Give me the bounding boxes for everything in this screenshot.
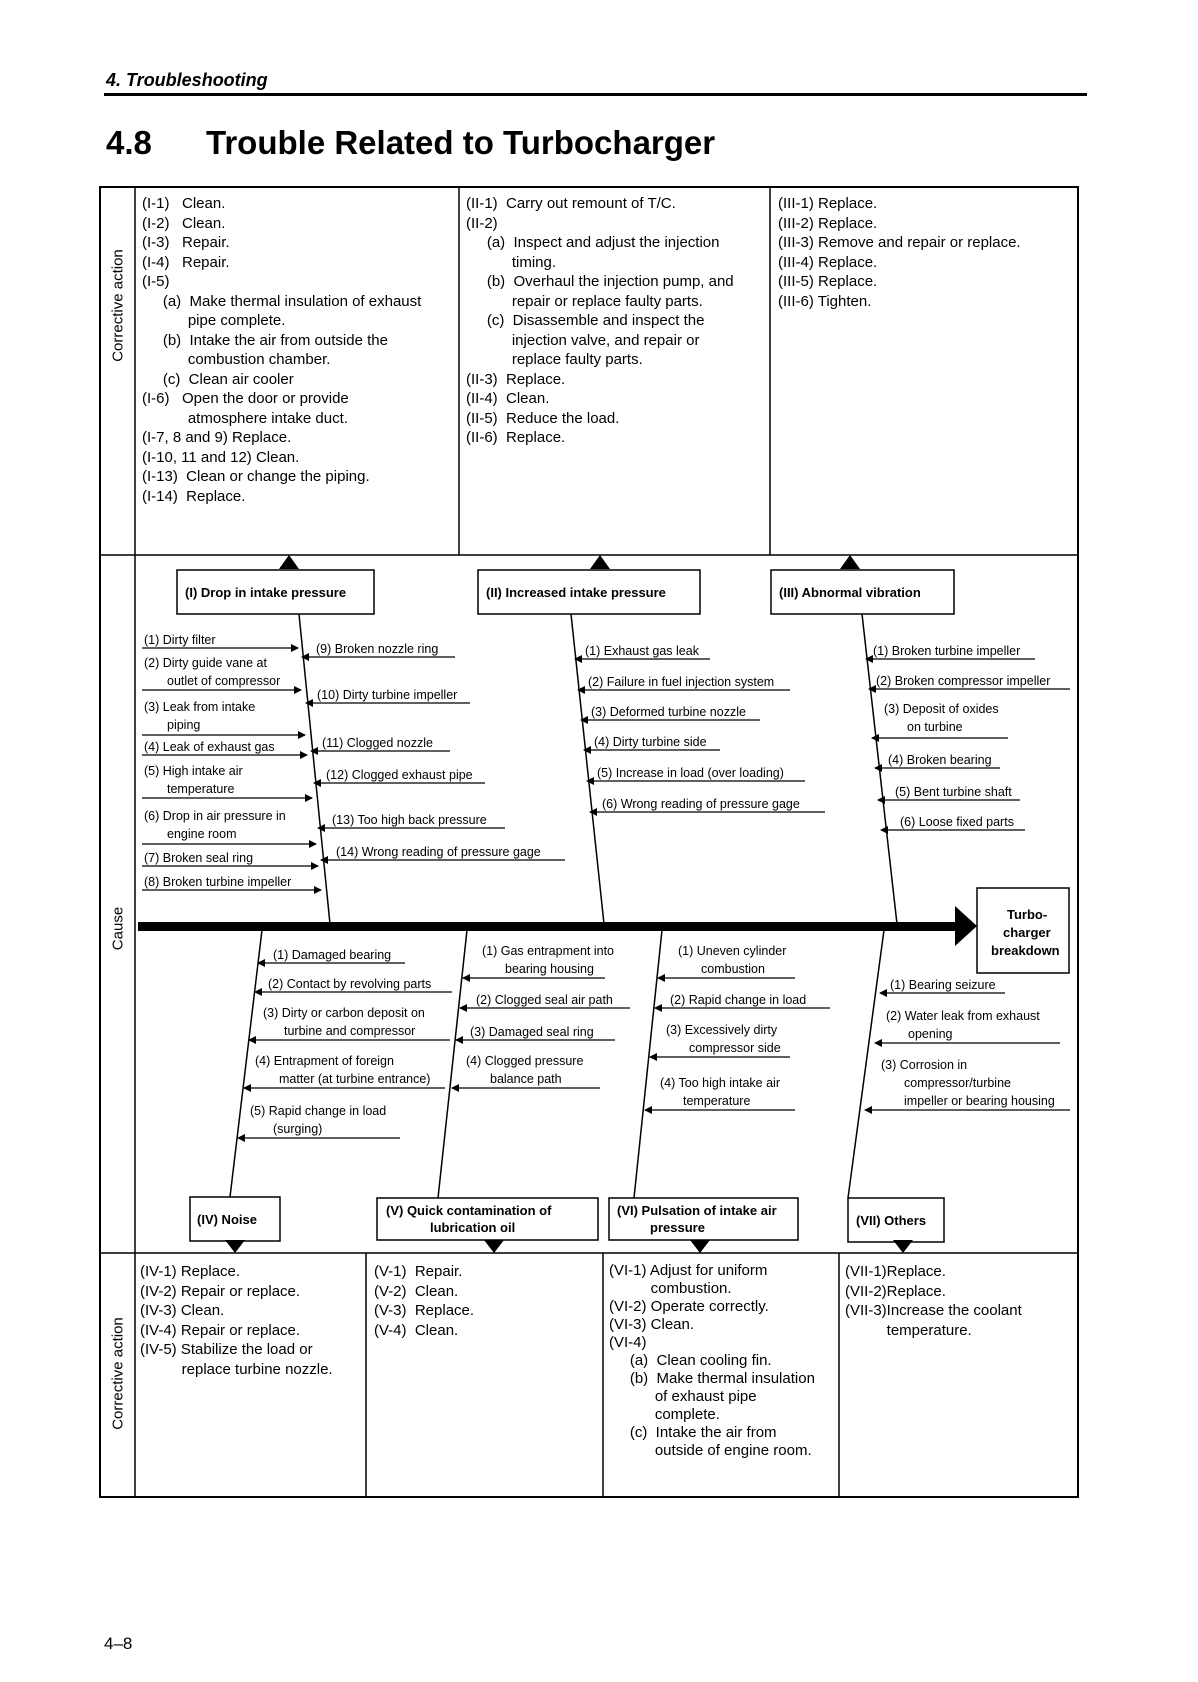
cause-II-3: (3) Deformed turbine nozzle [591,705,746,719]
cause-IV-3: (3) Dirty or carbon deposit on [263,1006,425,1020]
cause-VII-3b: compressor/turbine [904,1076,1011,1090]
cause-IV-3b: turbine and compressor [284,1024,416,1038]
bottom-actions-col4: (VII-1)Replace. (VII-2)Replace. (VII-3)Increase the coolant temperature. [845,1263,1022,1339]
cause-I-11: (11) Clogged nozzle [322,736,433,750]
cause-I-14: (14) Wrong reading of pressure gage [336,845,541,859]
category-III: (III) Abnormal vibration [779,585,921,600]
cause-I-8: (8) Broken turbine impeller [144,875,292,889]
category-V-line1: (V) Quick contamination of [386,1203,552,1218]
cause-I-3: (3) Leak from intake [144,700,256,714]
cause-IV-4: (4) Entrapment of foreign [255,1054,394,1068]
cause-IV-2: (2) Contact by revolving parts [268,977,432,991]
cause-VI-4b: temperature [683,1094,751,1108]
cause-IV-1: (1) Damaged bearing [273,948,392,962]
cause-VI-1b: combustion [701,962,765,976]
cause-III-3: (3) Deposit of oxides [884,702,999,716]
bottom-actions-col2: (V-1) Repair. (V-2) Clean. (V-3) Replace. (V-4) Clean. [374,1263,475,1339]
cause-II-2: (2) Failure in fuel injection system [588,675,775,689]
category-I: (I) Drop in intake pressure [185,585,347,600]
cause-VII-3c: impeller or bearing housing [904,1094,1055,1108]
cause-VI-3b: compressor side [689,1041,781,1055]
cause-I-4: (4) Leak of exhaust gas [144,740,275,754]
cause-III-4: (4) Broken bearing [888,753,992,767]
cause-II-6: (6) Wrong reading of pressure gage [602,797,800,811]
cause-VII-2: (2) Water leak from exhaust [886,1009,1040,1023]
cause-III-2: (2) Broken compressor impeller [876,674,1051,688]
effect-line3: breakdown [991,943,1060,958]
category-II: (II) Increased intake pressure [486,585,666,600]
cause-V-3: (3) Damaged seal ring [470,1025,594,1039]
cause-II-1: (1) Exhaust gas leak [585,644,699,658]
cause-VII-1: (1) Bearing seizure [890,978,996,992]
cause-II-5: (5) Increase in load (over loading) [597,766,784,780]
cause-I-2b: outlet of compressor [167,674,281,688]
cause-V-4b: balance path [490,1072,562,1086]
category-VII: (VII) Others [856,1213,927,1228]
cause-I-6: (6) Drop in air pressure in [144,809,286,823]
cause-III-3b: on turbine [907,720,963,734]
page-title: Trouble Related to Turbocharger [206,124,716,161]
cause-VII-2b: opening [908,1027,953,1041]
cause-V-1b: bearing housing [505,962,594,976]
cause-I-3b: piping [167,718,201,732]
cause-I-10: (10) Dirty turbine impeller [317,688,458,702]
label-cause: Cause [109,906,127,951]
cause-VII-3: (3) Corrosion in [881,1058,968,1072]
cause-III-1: (1) Broken turbine impeller [873,644,1021,658]
cause-IV-4b: matter (at turbine entrance) [279,1072,431,1086]
cause-I-2: (2) Dirty guide vane at [144,656,267,670]
section-number: 4.8 [106,124,152,161]
cause-V-1: (1) Gas entrapment into [482,944,615,958]
cause-V-2: (2) Clogged seal air path [476,993,613,1007]
label-corrective-top: Corrective action [109,249,127,362]
cause-I-6b: engine room [167,827,237,841]
bottom-actions-col1: (IV-1) Replace. (IV-2) Repair or replace. (IV-3) Clean. (IV-4) Repair or replace. (IV-5) Stabilize the load or replace turbine nozzle. [140,1263,333,1378]
cause-III-6: (6) Loose fixed parts [900,815,1014,829]
cause-VI-4: (4) Too high intake air [660,1076,780,1090]
cause-VI-3: (3) Excessively dirty [666,1023,778,1037]
cause-I-7: (7) Broken seal ring [144,851,254,865]
cause-III-5: (5) Bent turbine shaft [895,785,1012,799]
effect-line1: Turbo- [1007,907,1048,922]
cause-I-9: (9) Broken nozzle ring [316,642,439,656]
cause-VI-1: (1) Uneven cylinder [678,944,787,958]
cause-I-13: (13) Too high back pressure [332,813,487,827]
effect-line2: charger [1003,925,1051,940]
cause-IV-5: (5) Rapid change in load [250,1104,387,1118]
category-IV: (IV) Noise [197,1212,257,1227]
cause-I-1: (1) Dirty filter [144,633,216,647]
category-V-line2: lubrication oil [430,1220,516,1235]
cause-I-5b: temperature [167,782,235,796]
cause-II-4: (4) Dirty turbine side [594,735,707,749]
top-actions-col2: (II-1) Carry out remount of T/C. (II-2) (a) Inspect and adjust the injection timing. (b) Overhaul the injection pump, and repair or replace faulty parts. (c) Disassemble and inspect the injection valve, and repair or replace faulty parts. (II-3) Replace. (II-4) Clean. (II-5) Reduce the load. (II-6) Replace. [466,195,734,446]
page-number: 4–8 [104,1634,133,1653]
bottom-actions-col3: (VI-1) Adjust for uniform combustion. (VI-2) Operate correctly. (VI-3) Clean. (VI-4) (a) Clean cooling fin. (b) Make thermal insulation of exhaust pipe complete. (c) Intake the air from outside of engine room. [609,1262,815,1459]
category-VI-line1: (VI) Pulsation of intake air [617,1203,777,1218]
cause-VI-2: (2) Rapid change in load [670,993,807,1007]
top-actions-col1: (I-1) Clean. (I-2) Clean. (I-3) Repair. (I-4) Repair. (I-5) (a) Make thermal insulation of exhaust pipe complete. (b) Intake the air from outside the combustion chamber. (c) Clean air cooler (I-6) Open the door or provide atmosphere intake duct. (I-7, 8 and 9) Replace. (I-10, 11 and 12) Clean. (I-13) Clean or change the piping. (I-14) Replace. [142,195,422,505]
cause-I-12: (12) Clogged exhaust pipe [326,768,473,782]
category-VI-line2: pressure [650,1220,705,1235]
section-header: 4. Troubleshooting [106,70,268,90]
cause-I-5: (5) High intake air [144,764,243,778]
cause-IV-5b: (surging) [273,1122,323,1136]
top-actions-col3: (III-1) Replace. (III-2) Replace. (III-3) Remove and repair or replace. (III-4) Replace. (III-5) Replace. (III-6) Tighten. [778,195,1021,310]
cause-V-4: (4) Clogged pressure [466,1054,584,1068]
label-corrective-bottom: Corrective action [109,1317,127,1430]
